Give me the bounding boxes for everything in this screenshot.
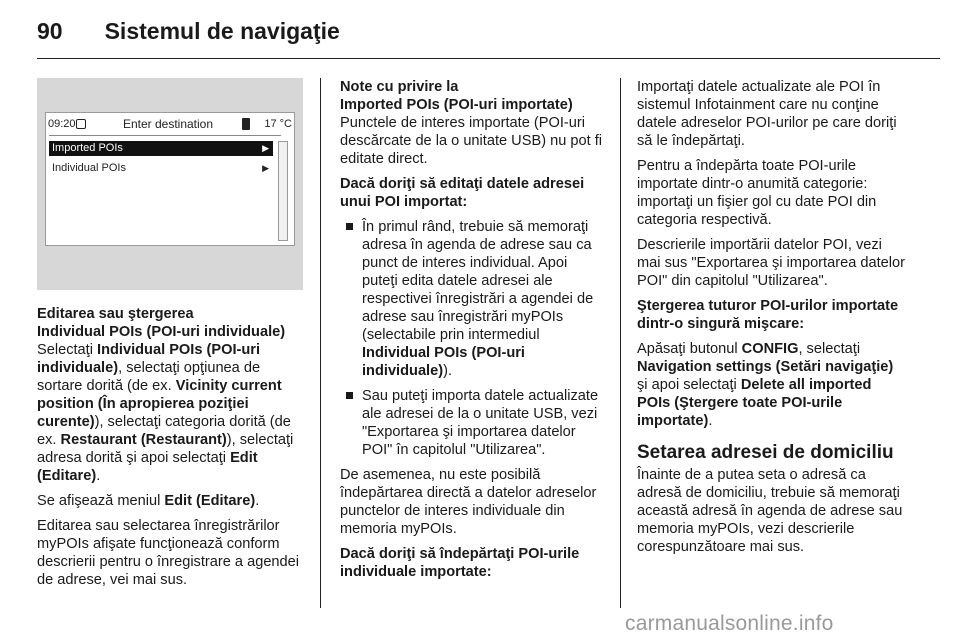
column-2 [340,78,606,588]
watermark: carmanualsonline.info [625,612,834,635]
paragraph: Editarea sau selectarea înregistrărilor myPOIs afişate funcţionează conform descrierii pentru o înregistrare a agendei de adrese, vei mai sus. [37,518,300,588]
list-item: În primul rând, trebuie să memoraţi adresa în agenda de adrese sau ca punct de interes individual. Apoi puteţi edita datele adresei ale respectivei înregistrări a agendei de adrese sau înregistrări myPOIs (selectabile prin intermediul Individual POIs (POI-uri individuale)). [340,218,606,380]
screen-figure [37,78,303,290]
header-rule [37,58,940,59]
column-divider-2 [620,78,621,608]
column-1 [37,78,305,596]
menu-item-label: Individual POIs [52,162,126,174]
section-heading-home-address: Setarea adresei de domiciliu [637,442,894,463]
page-header [37,18,340,45]
scrollbar[interactable] [278,141,288,241]
column-3 [637,78,905,563]
paragraph: Se afişează meniul Edit (Editare). [37,493,260,509]
status-divider [49,135,281,136]
temperature: 17 °C [264,118,292,130]
menu-item-label: Imported POIs [52,142,123,154]
note-heading: Note cu privire la Imported POIs (POI-uri importate) [340,79,573,113]
paragraph: Înainte de a putea seta o adresă ca adresă de domiciliu, trebuie să memoraţi această adresă în agenda de adrese sau memoria myPOIs, vezi descrierile corespunzătoare mai sus. [637,467,903,555]
status-bar [48,116,292,132]
list-item: Sau puteţi importa datele actualizate ale adresei de la o unitate USB, vezi "Exportarea şi importarea datelor POI" în capitolul "Utilizarea". [340,387,606,459]
column-divider-1 [320,78,321,608]
page-number: 90 [37,18,63,44]
paragraph: Punctele de interes importate (POI-uri descărcate de la o unitate USB) nu pot fi editate direct. [340,115,603,167]
screen-title: Enter destination [122,117,214,131]
paragraph: Importaţi datele actualizate ale POI în sistemul Infotainment care nu conţine datele adreselor POI-urilor pe care doriţi să le îndepărtaţi. [637,79,897,149]
subheading-edit-imported: Dacă doriţi să editaţi datele adresei unui POI importat: [340,176,585,210]
subheading-remove-imported: Dacă doriţi să îndepărtaţi POI-urile individuale importate: [340,546,580,580]
section-heading-edit-delete: Editarea sau ştergerea Individual POIs (POI-uri individuale) [37,306,286,340]
clock-time: 09:20 [48,118,76,130]
paragraph: Apăsaţi butonul CONFIG, selectaţi Navigation settings (Setări navigaţie) şi apoi selectaţi Delete all imported POIs (Ştergere toate POI-urile importate). [637,341,894,429]
phone-icon [242,118,250,130]
paragraph: Descrierile importării datelor POI, vezi mai sus "Exportarea şi importarea datelor POI" din capitolul "Utilizarea". [637,237,905,289]
paragraph: De asemenea, nu este posibilă îndepărtarea directă a datelor adreselor punctelor de interes individuale din memoria myPOIs. [340,467,597,537]
subheading-delete-all: Ştergerea tuturor POI-urilor importate dintr-o singură mişcare: [637,298,899,332]
back-icon [76,119,86,129]
chapter-title: Sistemul de navigaţie [104,18,340,44]
paragraph: Pentru a îndepărta toate POI-urile importate dintr-o anumită categorie: importaţi un fişier gol cu date POI din categoria respectivă. [637,158,877,228]
menu-item-imported-pois[interactable] [49,141,273,156]
bullet-icon [346,223,353,230]
arrow-right-icon: ▶ [262,143,269,153]
menu-item-individual-pois[interactable] [49,161,273,176]
paragraph: Selectaţi Individual POIs (POI-uri individuale), selectaţi opţiunea de sortare dorită (de ex. Vicinity current position (În apropierea poziţiei curente)), selectaţi categoria dorită (de ex. Restaurant (Restaurant)), selectaţi adresa dorită şi apoi selectaţi Edit (Editare). [37,342,294,484]
arrow-right-icon: ▶ [262,163,269,173]
bullet-list [340,218,606,459]
bullet-icon [346,392,353,399]
